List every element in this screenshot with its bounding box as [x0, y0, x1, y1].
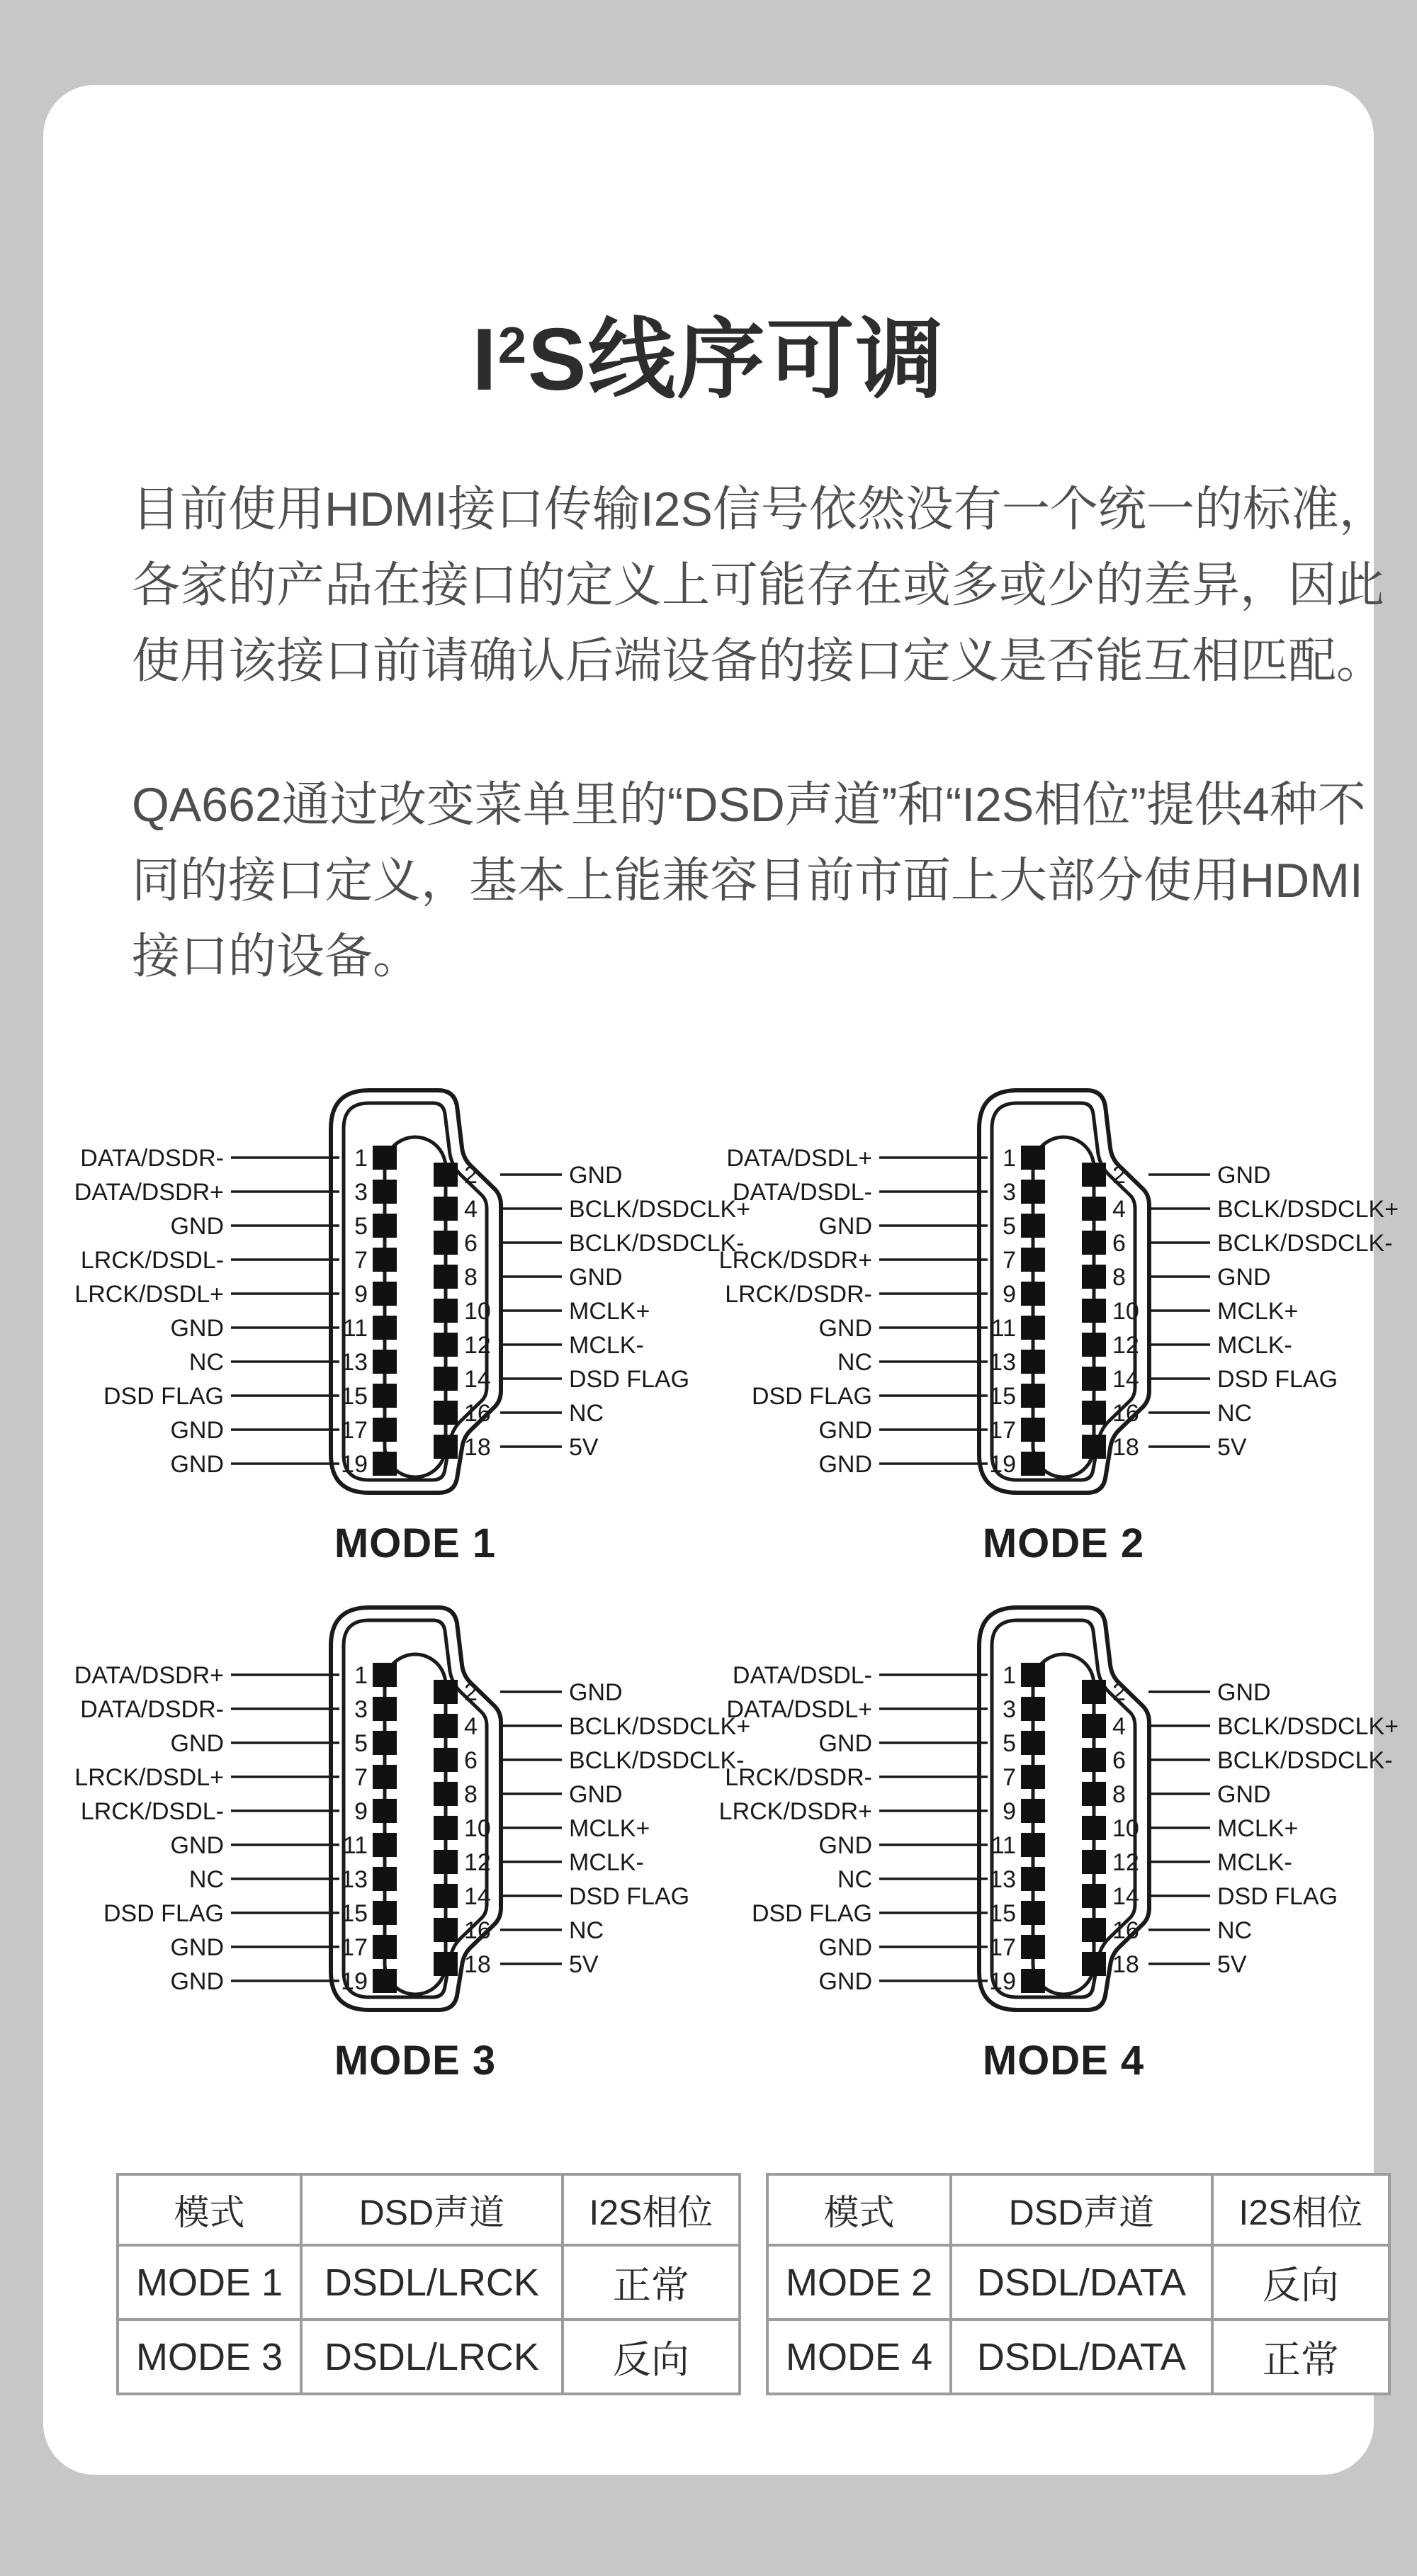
- pin-number: 5: [1003, 1730, 1016, 1757]
- pin-pad: [434, 1884, 458, 1908]
- pin-label: LRCK/DSDR-: [725, 1764, 872, 1791]
- paragraph-line: 同的接口定义，基本上能兼容目前市面上大部分使用HDMI: [132, 854, 1363, 908]
- pin-number: 18: [464, 1951, 491, 1978]
- pin-label: GND: [818, 1213, 872, 1240]
- pin-pad: [373, 1663, 397, 1687]
- pin-label: LRCK/DSDL-: [80, 1798, 224, 1825]
- pin-pad: [1082, 1680, 1106, 1704]
- pin-number: 18: [464, 1434, 491, 1461]
- pin-label: NC: [188, 1866, 224, 1893]
- hdmi-connector-diagram: [74, 1598, 751, 2058]
- pin-label: DSD FLAG: [103, 1383, 224, 1410]
- pin-label: BCLK/DSDCLK-: [1217, 1230, 1393, 1257]
- pin-label: LRCK/DSDL-: [80, 1247, 224, 1274]
- pin-number: 4: [1112, 1196, 1126, 1223]
- pin-number: 13: [341, 1349, 368, 1376]
- pin-label: GND: [818, 1968, 872, 1995]
- pin-number: 6: [1112, 1747, 1126, 1774]
- pin-number: 11: [342, 1832, 368, 1859]
- pin-label: DATA/DSDR+: [74, 1179, 224, 1206]
- pin-label: GND: [818, 1417, 872, 1444]
- hdmi-connector-diagram: [718, 1080, 1399, 1541]
- pin-number: 8: [464, 1781, 478, 1808]
- pin-number: 7: [1003, 1764, 1016, 1791]
- pin-label: GND: [818, 1315, 872, 1342]
- pin-number: 8: [1112, 1264, 1126, 1291]
- mode-caption: MODE 3: [334, 2038, 497, 2084]
- pin-number: 2: [1112, 1162, 1126, 1189]
- pin-label: MCLK+: [569, 1815, 650, 1842]
- pin-pad: [373, 1146, 397, 1170]
- pin-pad: [1082, 1884, 1106, 1908]
- pin-pad: [1082, 1714, 1106, 1738]
- pin-pad: [373, 1969, 397, 1993]
- pin-pad: [434, 1782, 458, 1806]
- pin-number: 7: [354, 1247, 368, 1274]
- pin-number: 17: [989, 1934, 1016, 1961]
- pin-number: 9: [1003, 1798, 1016, 1825]
- pin-pad: [1082, 1748, 1106, 1772]
- pin-pad: [434, 1333, 458, 1357]
- table-cell: DSDL/DATA: [951, 2320, 1212, 2394]
- pin-label: GND: [1217, 1162, 1271, 1189]
- pin-number: 5: [354, 1730, 368, 1757]
- pin-label: BCLK/DSDCLK-: [569, 1747, 745, 1774]
- pin-pad: [1021, 1901, 1045, 1925]
- pin-label: BCLK/DSDCLK-: [1217, 1747, 1393, 1774]
- paragraph-line: 各家的产品在接口的定义上可能存在或多或少的差异，因此: [132, 558, 1385, 612]
- pin-pad: [1021, 1799, 1045, 1823]
- pin-number: 4: [1112, 1713, 1126, 1740]
- pin-pad: [1021, 1663, 1045, 1687]
- pin-pad: [1082, 1918, 1106, 1942]
- pin-label: GND: [170, 1730, 224, 1757]
- table-cell: DSDL/LRCK: [301, 2245, 563, 2320]
- pin-label: GND: [818, 1934, 872, 1961]
- pin-label: GND: [170, 1934, 224, 1961]
- pin-label: GND: [569, 1781, 623, 1808]
- pin-pad: [1082, 1265, 1106, 1289]
- pin-label: GND: [170, 1451, 224, 1478]
- pin-pad: [1021, 1180, 1045, 1204]
- pin-pad: [1021, 1214, 1045, 1238]
- pin-pad: [1021, 1969, 1045, 1993]
- pin-label: MCLK-: [1217, 1849, 1292, 1876]
- pin-number: 3: [1003, 1179, 1016, 1206]
- pin-pad: [373, 1350, 397, 1374]
- pin-number: 11: [342, 1315, 368, 1342]
- table-cell: DSDL/LRCK: [301, 2320, 563, 2394]
- pin-label: GND: [569, 1264, 623, 1291]
- pin-number: 17: [341, 1417, 368, 1444]
- pin-label: MCLK-: [569, 1849, 644, 1876]
- mode-table-right: [766, 2173, 1391, 2395]
- pin-pad: [1082, 1952, 1106, 1976]
- pin-pad: [373, 1214, 397, 1238]
- pin-label: DSD FLAG: [1217, 1883, 1338, 1910]
- pin-pad: [373, 1384, 397, 1408]
- pin-number: 18: [1112, 1434, 1139, 1461]
- pin-label: DATA/DSDL-: [732, 1179, 872, 1206]
- pin-number: 9: [354, 1798, 368, 1825]
- table-cell: MODE 1: [118, 2245, 301, 2320]
- pin-number: 1: [354, 1662, 368, 1689]
- table-cell: 反向: [563, 2320, 740, 2394]
- pin-number: 3: [354, 1179, 368, 1206]
- pin-label: GND: [170, 1315, 224, 1342]
- pin-label: GND: [569, 1162, 623, 1189]
- pin-pad: [1082, 1816, 1106, 1840]
- pin-number: 3: [1003, 1696, 1016, 1723]
- pin-number: 3: [354, 1696, 368, 1723]
- table-header-cell: I2S相位: [1212, 2174, 1389, 2245]
- mode-table-left: [116, 2173, 741, 2395]
- pin-pad: [373, 1316, 397, 1340]
- pin-number: 17: [341, 1934, 368, 1961]
- pin-number: 17: [989, 1417, 1016, 1444]
- table-row: [767, 2320, 1389, 2394]
- pin-number: 19: [341, 1451, 368, 1478]
- pin-label: DATA/DSDL+: [726, 1145, 872, 1172]
- paragraph-standard-note: [132, 472, 1387, 699]
- pin-label: LRCK/DSDL+: [74, 1764, 224, 1791]
- pin-label: MCLK-: [569, 1332, 644, 1359]
- pin-label: GND: [170, 1832, 224, 1859]
- pin-label: NC: [188, 1349, 224, 1376]
- pin-pad: [373, 1248, 397, 1272]
- pin-label: DSD FLAG: [569, 1883, 690, 1910]
- title-rest: S线序可调: [527, 311, 945, 409]
- pin-label: NC: [837, 1866, 872, 1893]
- pin-pad: [434, 1435, 458, 1459]
- mode-caption: MODE 1: [334, 1520, 497, 1566]
- table-header-cell: DSD声道: [951, 2174, 1212, 2245]
- pin-label: LRCK/DSDR-: [725, 1281, 872, 1308]
- pin-label: GND: [170, 1213, 224, 1240]
- pin-number: 2: [464, 1162, 478, 1189]
- pin-number: 16: [464, 1400, 491, 1427]
- pin-number: 18: [1112, 1951, 1139, 1978]
- pin-label: BCLK/DSDCLK-: [569, 1230, 745, 1257]
- table-row: [118, 2320, 740, 2394]
- pin-pad: [434, 1918, 458, 1942]
- pin-label: DSD FLAG: [569, 1366, 690, 1393]
- pin-pad: [373, 1901, 397, 1925]
- pin-pad: [1021, 1452, 1045, 1476]
- paragraph-line: QA662通过改变菜单里的“DSD声道”和“I2S相位”提供4种不: [132, 778, 1366, 832]
- table-cell: MODE 4: [767, 2320, 951, 2394]
- hdmi-connector-diagram: [718, 1598, 1399, 2058]
- paragraph-line: 使用该接口前请确认后端设备的接口定义是否能互相匹配。: [132, 634, 1385, 688]
- pin-pad: [1082, 1850, 1106, 1874]
- table-row: [767, 2245, 1389, 2320]
- table-cell: 反向: [1212, 2245, 1389, 2320]
- pin-label: MCLK-: [1217, 1332, 1292, 1359]
- pin-label: 5V: [569, 1434, 599, 1461]
- pin-pad: [1082, 1299, 1106, 1323]
- pin-number: 14: [464, 1883, 491, 1910]
- pin-number: 15: [989, 1383, 1016, 1410]
- pin-pad: [1082, 1435, 1106, 1459]
- pin-number: 5: [1003, 1213, 1016, 1240]
- pin-label: DATA/DSDL+: [726, 1696, 872, 1723]
- pin-number: 8: [464, 1264, 478, 1291]
- pin-number: 10: [1112, 1815, 1139, 1842]
- pin-pad: [1082, 1401, 1106, 1425]
- pin-number: 7: [354, 1764, 368, 1791]
- pin-pad: [373, 1418, 397, 1442]
- pin-number: 10: [464, 1298, 491, 1325]
- pin-label: DATA/DSDR-: [80, 1696, 224, 1723]
- pin-pad: [373, 1935, 397, 1959]
- pin-pad: [1021, 1867, 1045, 1891]
- pin-number: 7: [1003, 1247, 1016, 1274]
- pin-number: 11: [990, 1315, 1016, 1342]
- table-cell: MODE 2: [767, 2245, 951, 2320]
- page-title: [43, 310, 1374, 422]
- pin-pad: [373, 1697, 397, 1721]
- pin-label: BCLK/DSDCLK+: [569, 1713, 751, 1740]
- pin-number: 6: [464, 1230, 478, 1257]
- pin-pad: [1021, 1282, 1045, 1306]
- pin-pad: [373, 1180, 397, 1204]
- pin-pad: [434, 1367, 458, 1391]
- pin-label: NC: [569, 1400, 604, 1427]
- pin-label: LRCK/DSDR+: [718, 1798, 872, 1825]
- pin-number: 19: [341, 1968, 368, 1995]
- pin-number: 6: [464, 1747, 478, 1774]
- table-cell: 正常: [1212, 2320, 1389, 2394]
- pin-number: 19: [989, 1968, 1016, 1995]
- pin-pad: [1082, 1782, 1106, 1806]
- pin-pad: [1021, 1146, 1045, 1170]
- pin-label: BCLK/DSDCLK+: [1217, 1196, 1399, 1223]
- pin-pad: [1021, 1765, 1045, 1789]
- pin-number: 1: [1003, 1662, 1016, 1689]
- pin-number: 12: [464, 1849, 491, 1876]
- pin-label: MCLK+: [569, 1298, 650, 1325]
- pin-pad: [373, 1452, 397, 1476]
- pin-pad: [434, 1299, 458, 1323]
- table-row: [118, 2245, 740, 2320]
- pin-label: BCLK/DSDCLK+: [569, 1196, 751, 1223]
- pin-pad: [373, 1731, 397, 1755]
- pin-number: 15: [341, 1900, 368, 1927]
- content-card: [43, 85, 1399, 2475]
- title-prefix: I: [472, 311, 498, 409]
- hdmi-connector-diagram: [74, 1080, 751, 1541]
- pin-number: 13: [341, 1866, 368, 1893]
- pin-number: 11: [990, 1832, 1016, 1859]
- mode-caption: MODE 4: [982, 2038, 1145, 2084]
- pin-label: 5V: [1217, 1434, 1247, 1461]
- pin-number: 16: [1112, 1917, 1139, 1944]
- pinout-figure-mode-1: [74, 1080, 751, 1541]
- pin-number: 19: [989, 1451, 1016, 1478]
- table-cell: 正常: [563, 2245, 740, 2320]
- pin-label: NC: [1217, 1400, 1253, 1427]
- paragraph-line: 目前使用HDMI接口传输I2S信号依然没有一个统一的标准，: [132, 482, 1387, 536]
- pin-number: 1: [1003, 1145, 1016, 1172]
- pin-label: GND: [818, 1832, 872, 1859]
- pin-label: GND: [1217, 1264, 1271, 1291]
- table-header-cell: I2S相位: [563, 2174, 740, 2245]
- pin-number: 14: [1112, 1883, 1139, 1910]
- pin-number: 6: [1112, 1230, 1126, 1257]
- table-cell: MODE 3: [118, 2320, 301, 2394]
- pin-pad: [434, 1197, 458, 1221]
- pin-number: 14: [464, 1366, 491, 1393]
- pin-number: 15: [341, 1383, 368, 1410]
- table-header-cell: 模式: [767, 2174, 951, 2245]
- pin-number: 12: [1112, 1332, 1139, 1359]
- pin-pad: [434, 1816, 458, 1840]
- pin-pad: [1021, 1833, 1045, 1857]
- pin-label: 5V: [1217, 1951, 1247, 1978]
- pin-number: 10: [1112, 1298, 1139, 1325]
- paragraph-line: 接口的设备。: [132, 930, 422, 983]
- pin-label: LRCK/DSDL+: [74, 1281, 224, 1308]
- pin-pad: [373, 1833, 397, 1857]
- pin-pad: [1021, 1731, 1045, 1755]
- pin-number: 15: [989, 1900, 1016, 1927]
- pinout-figure-mode-4: [718, 1598, 1399, 2058]
- pin-pad: [1082, 1367, 1106, 1391]
- pin-label: NC: [1217, 1917, 1253, 1944]
- pin-label: GND: [818, 1451, 872, 1478]
- pin-label: GND: [1217, 1781, 1271, 1808]
- pin-number: 9: [1003, 1281, 1016, 1308]
- pin-pad: [1021, 1248, 1045, 1272]
- pin-pad: [434, 1680, 458, 1704]
- pin-label: GND: [170, 1968, 224, 1995]
- table-header-cell: DSD声道: [301, 2174, 563, 2245]
- pin-label: 5V: [569, 1951, 599, 1978]
- pin-pad: [1021, 1316, 1045, 1340]
- pinout-figure-mode-2: [718, 1080, 1399, 1541]
- pin-number: 12: [464, 1332, 491, 1359]
- pin-number: 8: [1112, 1781, 1126, 1808]
- pin-number: 9: [354, 1281, 368, 1308]
- pin-pad: [434, 1714, 458, 1738]
- pin-label: DSD FLAG: [751, 1900, 872, 1927]
- title-superscript: 2: [497, 317, 528, 374]
- pin-label: DATA/DSDL-: [732, 1662, 872, 1689]
- pin-pad: [434, 1231, 458, 1255]
- pin-number: 2: [1112, 1679, 1126, 1706]
- pin-pad: [1021, 1384, 1045, 1408]
- pin-label: GND: [1217, 1679, 1271, 1706]
- pin-number: 13: [989, 1349, 1016, 1376]
- pin-pad: [1021, 1935, 1045, 1959]
- paragraph-qa662-modes: [132, 767, 1379, 995]
- pin-label: MCLK+: [1217, 1298, 1299, 1325]
- pin-pad: [1082, 1231, 1106, 1255]
- pin-number: 4: [464, 1713, 478, 1740]
- pin-number: 13: [989, 1866, 1016, 1893]
- pin-label: DSD FLAG: [1217, 1366, 1338, 1393]
- pin-number: 12: [1112, 1849, 1139, 1876]
- pin-pad: [434, 1163, 458, 1187]
- pinout-figure-mode-3: [74, 1598, 751, 2058]
- pin-pad: [434, 1401, 458, 1425]
- pin-pad: [373, 1282, 397, 1306]
- pin-pad: [1021, 1418, 1045, 1442]
- pin-label: GND: [818, 1730, 872, 1757]
- pin-label: DSD FLAG: [751, 1383, 872, 1410]
- pin-pad: [373, 1765, 397, 1789]
- pin-label: GND: [170, 1417, 224, 1444]
- pin-pad: [434, 1952, 458, 1976]
- pin-number: 2: [464, 1679, 478, 1706]
- pin-label: NC: [837, 1349, 872, 1376]
- pin-pad: [434, 1265, 458, 1289]
- pin-label: DATA/DSDR+: [74, 1662, 224, 1689]
- pin-number: 10: [464, 1815, 491, 1842]
- pin-label: LRCK/DSDR+: [718, 1247, 872, 1274]
- pin-pad: [1021, 1350, 1045, 1374]
- pin-label: DSD FLAG: [103, 1900, 224, 1927]
- pin-pad: [1082, 1333, 1106, 1357]
- pin-number: 16: [1112, 1400, 1139, 1427]
- pin-number: 4: [464, 1196, 478, 1223]
- pin-pad: [1082, 1197, 1106, 1221]
- pin-pad: [434, 1850, 458, 1874]
- pin-number: 14: [1112, 1366, 1139, 1393]
- pin-label: GND: [569, 1679, 623, 1706]
- pin-label: DATA/DSDR-: [80, 1145, 224, 1172]
- mode-caption: MODE 2: [982, 1520, 1145, 1566]
- pin-pad: [434, 1748, 458, 1772]
- pin-pad: [373, 1867, 397, 1891]
- pin-pad: [1021, 1697, 1045, 1721]
- pin-label: NC: [569, 1917, 604, 1944]
- pin-pad: [373, 1799, 397, 1823]
- pin-label: MCLK+: [1217, 1815, 1299, 1842]
- pin-number: 1: [354, 1145, 368, 1172]
- table-cell: DSDL/DATA: [951, 2245, 1212, 2320]
- pin-label: BCLK/DSDCLK+: [1217, 1713, 1399, 1740]
- pin-pad: [1082, 1163, 1106, 1187]
- pin-number: 5: [354, 1213, 368, 1240]
- table-header-cell: 模式: [118, 2174, 301, 2245]
- pin-number: 16: [464, 1917, 491, 1944]
